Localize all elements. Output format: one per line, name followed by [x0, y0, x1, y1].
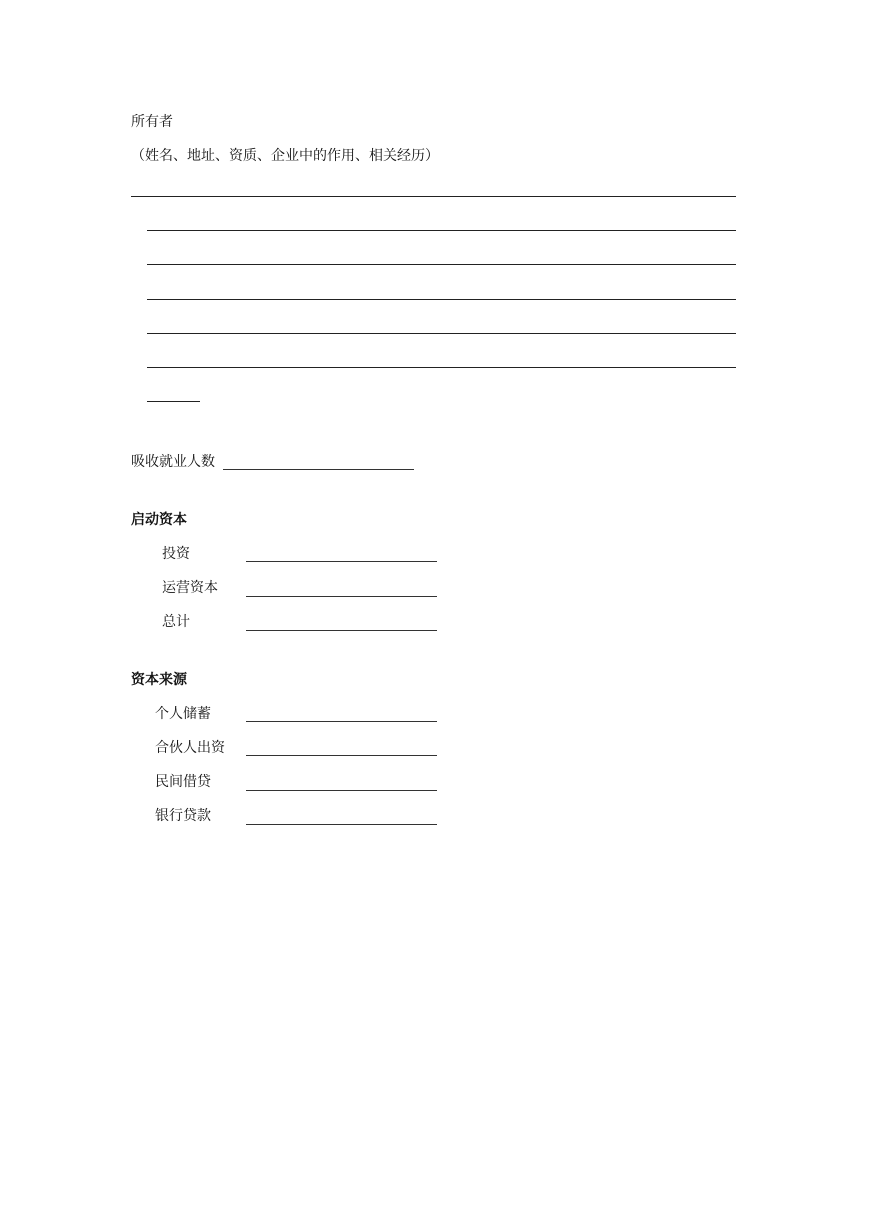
source-item-label: 合伙人出资	[155, 740, 225, 756]
startup-item-label: 总计	[162, 614, 190, 630]
investment-field[interactable]	[246, 561, 437, 562]
owner-fill-line-7[interactable]	[147, 401, 200, 402]
working-capital-field[interactable]	[246, 596, 437, 597]
owner-hint: （姓名、地址、资质、企业中的作用、相关经历）	[131, 148, 439, 164]
owner-fill-line-1[interactable]	[131, 196, 736, 197]
source-item-label: 个人储蓄	[155, 706, 211, 722]
owner-fill-line-3[interactable]	[147, 264, 736, 265]
owner-title: 所有者	[131, 114, 173, 130]
bank-loan-field[interactable]	[246, 824, 437, 825]
employment-field[interactable]	[223, 469, 414, 470]
owner-fill-line-6[interactable]	[147, 367, 736, 368]
startup-capital-heading: 启动资本	[131, 512, 187, 528]
startup-item-label: 投资	[162, 546, 190, 562]
source-item-label: 民间借贷	[155, 774, 211, 790]
owner-fill-line-2[interactable]	[147, 230, 736, 231]
startup-item-label: 运营资本	[162, 580, 218, 596]
private-loan-field[interactable]	[246, 790, 437, 791]
employment-label: 吸收就业人数	[131, 454, 215, 470]
total-field[interactable]	[246, 630, 437, 631]
owner-fill-line-5[interactable]	[147, 333, 736, 334]
partner-contribution-field[interactable]	[246, 755, 437, 756]
source-item-label: 银行贷款	[155, 808, 211, 824]
owner-fill-line-4[interactable]	[147, 299, 736, 300]
personal-savings-field[interactable]	[246, 721, 437, 722]
capital-sources-heading: 资本来源	[131, 672, 187, 688]
